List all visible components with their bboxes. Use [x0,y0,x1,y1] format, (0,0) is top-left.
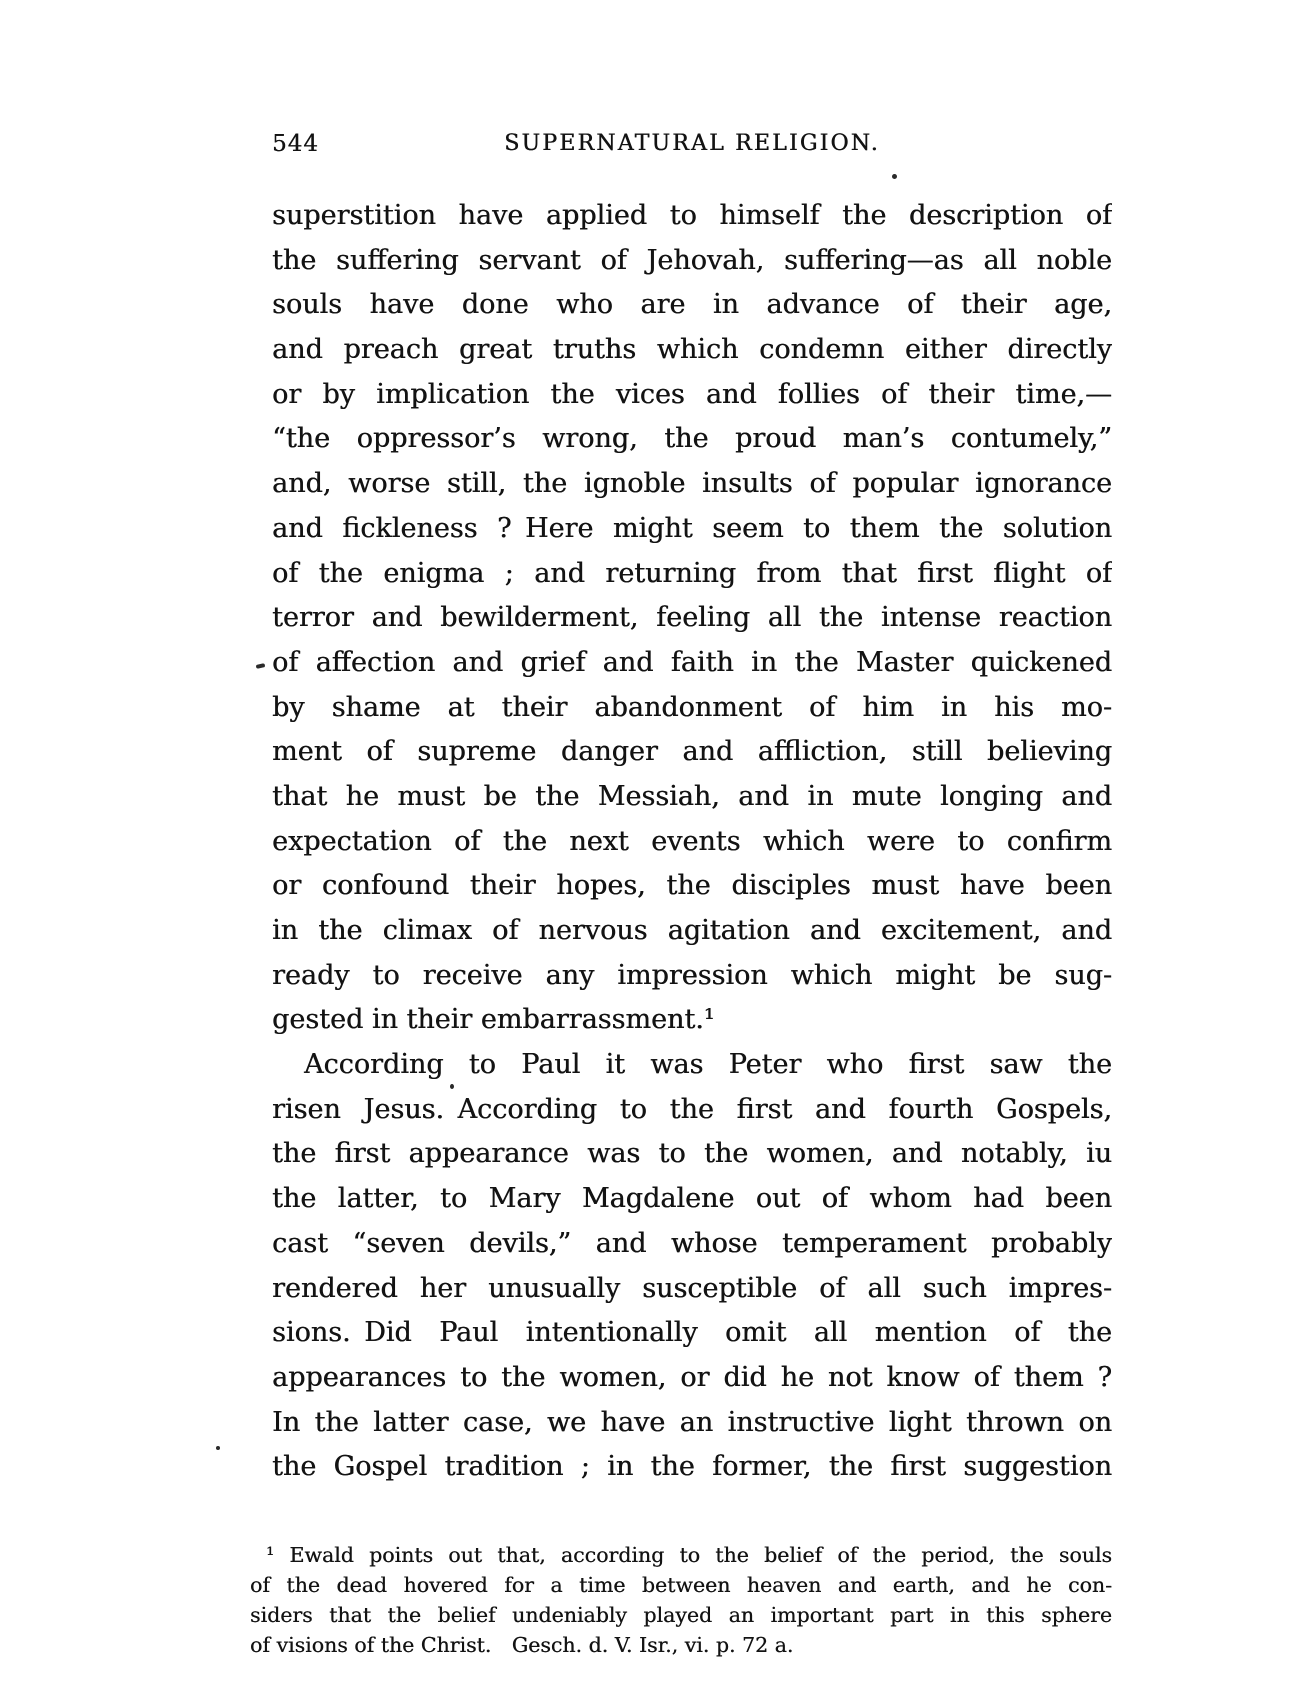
body-text-block [272,194,1112,1490]
body-line: In the latter case, we have an instructive light thrown on [272,1406,1112,1438]
body-line: souls have done who are in advance of their age, [272,289,1112,321]
footnote-block [250,1540,1112,1660]
body-line: or confound their hopes, the disciples must have been [272,870,1112,902]
body-line: risen Jesus. According to the first and fourth Gospels, [272,1093,1112,1125]
body-line: or by implication the vices and follies of their time,— [272,378,1112,410]
running-header [272,126,1112,162]
page-number: 544 [272,131,319,157]
body-line: the suffering servant of Jehovah, suffering—as all noble [272,244,1112,276]
body-line: appearances to the women, or did he not know of them ? [272,1361,1112,1393]
body-line: terror and bewilderment, feeling all the intense reaction [272,602,1112,634]
footnote-line: ¹ Ewald points out that, according to the belief of the period, the souls [266,1543,1112,1567]
body-line: “the oppressor’s wrong, the proud man’s contumely,” [272,423,1112,455]
body-line: sions. Did Paul intentionally omit all mention of the [272,1317,1112,1349]
body-line: ment of supreme danger and affliction, still believing [272,736,1112,768]
ink-speck [892,174,897,179]
body-line: the latter, to Mary Magdalene out of whom had been [272,1183,1112,1215]
body-line: cast “seven devils,” and whose temperament probably [272,1227,1112,1259]
running-title: SUPERNATURAL RELIGION. [504,131,880,156]
body-line: of the enigma ; and returning from that first flight of [272,557,1112,589]
body-line: the first appearance was to the women, and notably, iu [272,1138,1112,1170]
footnote-line: of visions of the Christ. Gesch. d. V. Isr., vi. p. 72 a. [250,1633,794,1657]
body-line: rendered her unusually susceptible of all such impres- [272,1272,1112,1304]
body-line: by shame at their abandonment of him in his mo- [272,691,1112,723]
body-line: and, worse still, the ignoble insults of popular ignorance [272,468,1112,500]
body-line: that he must be the Messiah, and in mute longing and [272,780,1112,812]
body-line: According to Paul it was Peter who first saw the [304,1049,1112,1081]
body-line: gested in their embarrassment.¹ [272,1004,715,1036]
body-line: expectation of the next events which were to confirm [272,825,1112,857]
ink-speck [450,1084,454,1089]
footnote-line: of the dead hovered for a time between heaven and earth, and he con- [250,1573,1112,1597]
body-line: and fickleness ? Here might seem to them the solution [272,512,1112,544]
body-line: superstition have applied to himself the description of [272,200,1112,231]
body-line: of affection and grief and faith in the Master quickened [272,646,1112,678]
footnote-line: siders that the belief undeniably played an important part in this sphere [250,1603,1112,1627]
body-line: in the climax of nervous agitation and excitement, and [272,915,1112,946]
ink-speck [256,663,266,669]
body-line: ready to receive any impression which might be sug- [272,959,1112,991]
body-line: the Gospel tradition ; in the former, the first suggestion [272,1451,1112,1483]
body-line: and preach great truths which condemn either directly [272,334,1112,366]
ink-speck [216,1446,220,1450]
